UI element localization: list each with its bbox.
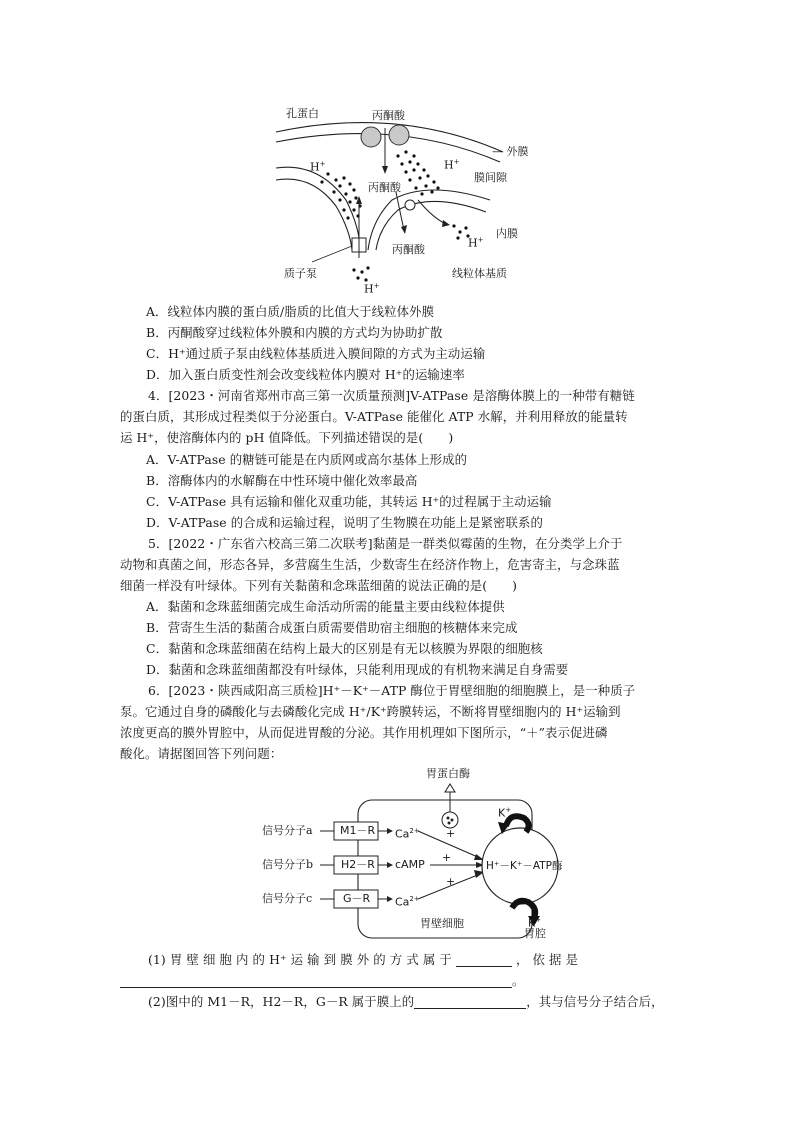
q6-stem-line-1: 6．[2023・陕西咸阳高三质检]H⁺－K⁺－ATP 酶位于胃壁细胞的细胞膜上，是一种质子	[148, 683, 636, 698]
q5-stem-line-2: 动物和真菌之间，形态各异，多营腐生生活，少数寄生在经济作物上，危害寄主，与念珠蓝	[120, 557, 620, 572]
parietal-cell-label: 胃壁细胞	[420, 917, 464, 930]
ca-label-2: $Ca^{2+}$	[395, 895, 420, 909]
inner-membrane-label: 内膜	[496, 227, 518, 240]
h2r-receptor: H2－R	[341, 858, 375, 871]
intermembrane-space-label: 膜间隙	[474, 171, 507, 184]
q6-sub1-line-1: (1) 胃 壁 细 胞 内 的 H⁺ 运 输 到 膜 外 的 方 式 属 于 ， 依 据 是	[148, 952, 579, 967]
plus-sign-2: +	[442, 851, 452, 864]
matrix-label: 线粒体基质	[452, 267, 507, 280]
q4-option-c: C．V-ATPase 具有运输和催化双重功能，其转运 H⁺的过程属于主动运输	[146, 494, 552, 509]
answer-blank-3[interactable]	[414, 994, 526, 1009]
k-top-label: K+	[498, 806, 512, 820]
proton-pump-diagram	[262, 768, 562, 940]
pyruvate-top-label: 丙酮酸	[372, 109, 405, 122]
q3-option-c: C．H⁺通过质子泵由线粒体基质进入膜间隙的方式为主动运输	[146, 346, 486, 361]
q5-option-d: D．黏菌和念珠蓝细菌都没有叶绿体，只能利用现成的有机物来满足自身需要	[146, 662, 569, 677]
signal-b-label: 信号分子b	[262, 858, 314, 871]
proton-pump-drawing	[262, 768, 562, 940]
plus-sign-3: +	[446, 875, 456, 888]
h-mid-label: H+	[468, 236, 484, 250]
pyruvate-mid-label: 丙酮酸	[368, 181, 401, 194]
camp-label: cAMP	[395, 858, 425, 871]
gastric-lumen-label: 胃腔	[524, 927, 546, 940]
q5-stem-line-1: 5．[2022・广东省六校高三第二次联考]黏菌是一群类似霉菌的生物，在分类学上介于	[148, 536, 623, 551]
enzyme-label: H⁺－K⁺－ATP酶	[486, 860, 563, 872]
gr-receptor: G－R	[343, 892, 371, 905]
q4-option-d: D．V-ATPase 的合成和运输过程，说明了生物膜在功能上是紧密联系的	[146, 515, 544, 530]
q4-stem-line-1: 4．[2023・河南省郑州市高三第一次质量预测]V-ATPase 是溶酶体膜上的一种带有糖链	[148, 388, 635, 403]
ca-label-1: $Ca^{2+}$	[395, 827, 420, 841]
signal-a-label: 信号分子a	[262, 824, 313, 837]
q5-option-c: C．黏菌和念珠蓝细菌在结构上最大的区别是有无以核膜为界限的细胞核	[146, 641, 543, 656]
q5-option-a: A．黏菌和念珠蓝细菌完成生命活动所需的能量主要由线粒体提供	[146, 599, 505, 614]
plus-sign-1: +	[446, 827, 456, 840]
pyruvate-bottom-label: 丙酮酸	[392, 243, 425, 256]
outer-membrane-label: — 外膜	[492, 145, 529, 158]
q6-sub2-line: (2)图中的 M1－R，H2－R，G－R 属于膜上的 ，其与信号分子结合后，	[148, 994, 664, 1009]
h-right-label: H+	[444, 158, 460, 172]
q4-option-a: A．V-ATPase 的糖链可能是在内质网或高尔基体上形成的	[146, 452, 468, 467]
mitochondria-diagram	[268, 100, 530, 296]
m1r-receptor: M1－R	[340, 824, 376, 837]
q6-sub1-line-2: 。	[0, 971, 794, 991]
q5-option-b: B．营寄生生活的黏菌合成蛋白质需要借助宿主细胞的核糖体来完成	[146, 620, 518, 635]
q3-option-b: B．丙酮酸穿过线粒体外膜和内膜的方式均为协助扩散	[146, 325, 443, 340]
q4-stem-line-2: 的蛋白质，其形成过程类似于分泌蛋白。V-ATPase 能催化 ATP 水解，并利用释放的能量转	[120, 409, 628, 424]
q5-stem-line-3: 细菌一样没有叶绿体。下列有关黏菌和念珠蓝细菌的说法正确的是( )	[120, 578, 518, 593]
q6-stem-line-2: 泵。它通过自身的磷酸化与去磷酸化完成 H⁺/K⁺跨膜转运，不断将胃壁细胞内的 H⁺运输到	[120, 704, 621, 719]
porin-label: 孔蛋白	[286, 107, 319, 120]
q4-stem-line-3: 运 H⁺，使溶酶体内的 pH 值降低。下列描述错误的是( )	[120, 430, 454, 445]
k-bottom-label: K+	[528, 916, 542, 930]
q6-stem-line-3: 浓度更高的膜外胃腔中，从而促进胃酸的分泌。其作用机理如下图所示，“＋”表示促进磷	[120, 725, 608, 740]
answer-blank-1[interactable]	[456, 952, 512, 967]
mitochondria-drawing	[268, 100, 530, 290]
q3-option-d: D．加入蛋白质变性剂会改变线粒体内膜对 H⁺的运输速率	[146, 367, 465, 382]
proton-pump-label: 质子泵	[284, 267, 317, 280]
h-left-label: H+	[310, 160, 326, 174]
q3-option-a: A．线粒体内膜的蛋白质/脂质的比值大于线粒体外膜	[146, 304, 435, 319]
q6-stem-line-4: 酸化。请据图回答下列问题：	[120, 746, 283, 761]
signal-c-label: 信号分子c	[262, 892, 313, 905]
answer-blank-2[interactable]	[120, 973, 512, 988]
h-bottom-label: H+	[364, 282, 380, 296]
q4-option-b: B．溶酶体内的水解酶在中性环境中催化效率最高	[146, 473, 418, 488]
pepsin-label: 胃蛋白酶	[426, 767, 470, 780]
